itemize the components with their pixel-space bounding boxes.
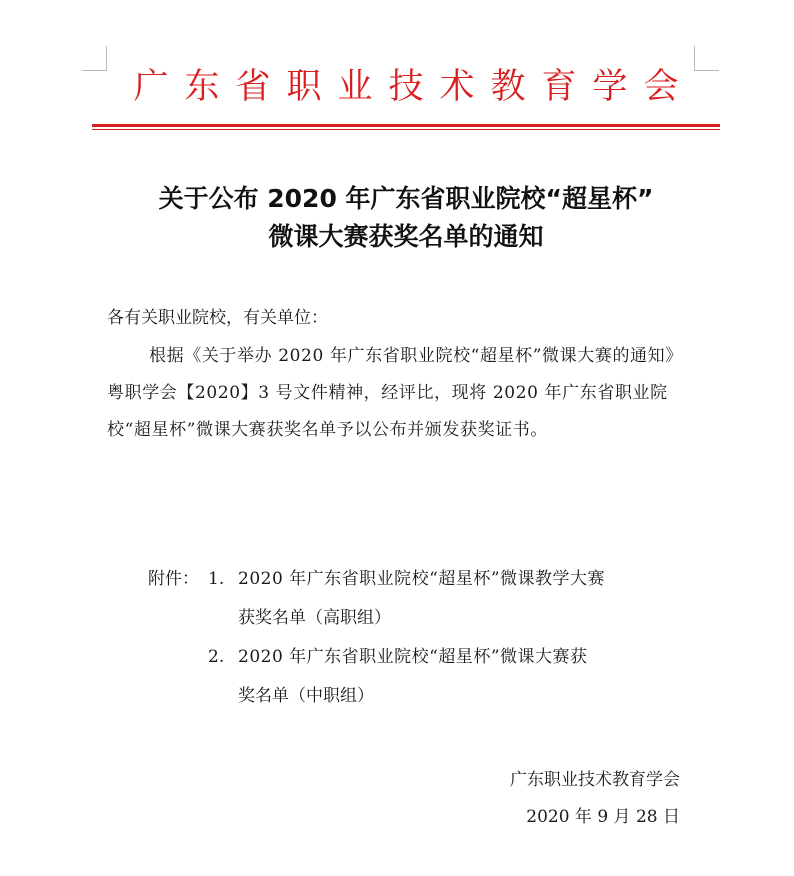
- attachment-row-2: [148, 638, 708, 677]
- attachments-section: [148, 560, 708, 716]
- attachments-label: 附件：: [148, 569, 199, 589]
- letterhead-organization: 广东省职业技术教育学会: [133, 67, 695, 107]
- document-title-line-1: 关于公布 2020 年广东省职业院校“超星杯”: [158, 184, 654, 213]
- letterhead-rule-thin: [92, 129, 720, 130]
- attachment-text-line-1: 2020 年广东省职业院校“超星杯”微课大赛获: [238, 647, 588, 667]
- body-paragraph: 根据《关于举办 2020 年广东省职业院校“超星杯”微课大赛的通知》粤职学会【2020】3 号文件精神，经评比，现将 2020 年广东省职业院校“超星杯”微课大赛获奖名单予以公布并颁发获奖证书。: [107, 346, 683, 440]
- attachment-1-continuation: 获奖名单（高职组）: [238, 608, 391, 628]
- salutation: 各有关职业院校，有关单位：: [107, 308, 328, 328]
- attachment-item-2: [208, 638, 693, 677]
- attachments-label-spacer: [148, 638, 208, 677]
- attachment-2-continuation: 奖名单（中职组）: [238, 686, 374, 706]
- signature-organization: 广东职业技术教育学会: [510, 770, 680, 790]
- attachment-row-1: [148, 560, 708, 599]
- attachment-number: 2.: [208, 647, 225, 667]
- attachment-item-1: [208, 560, 693, 599]
- letterhead-rule-thick: [92, 124, 720, 127]
- document-title-line-2: 微课大赛获奖名单的通知: [268, 222, 544, 251]
- attachment-text-line-1: 2020 年广东省职业院校“超星杯”微课教学大赛: [238, 569, 606, 589]
- document-title: [92, 180, 720, 256]
- signature-date: 2020 年 9 月 28 日: [526, 807, 680, 827]
- attachment-number: 1.: [208, 569, 225, 589]
